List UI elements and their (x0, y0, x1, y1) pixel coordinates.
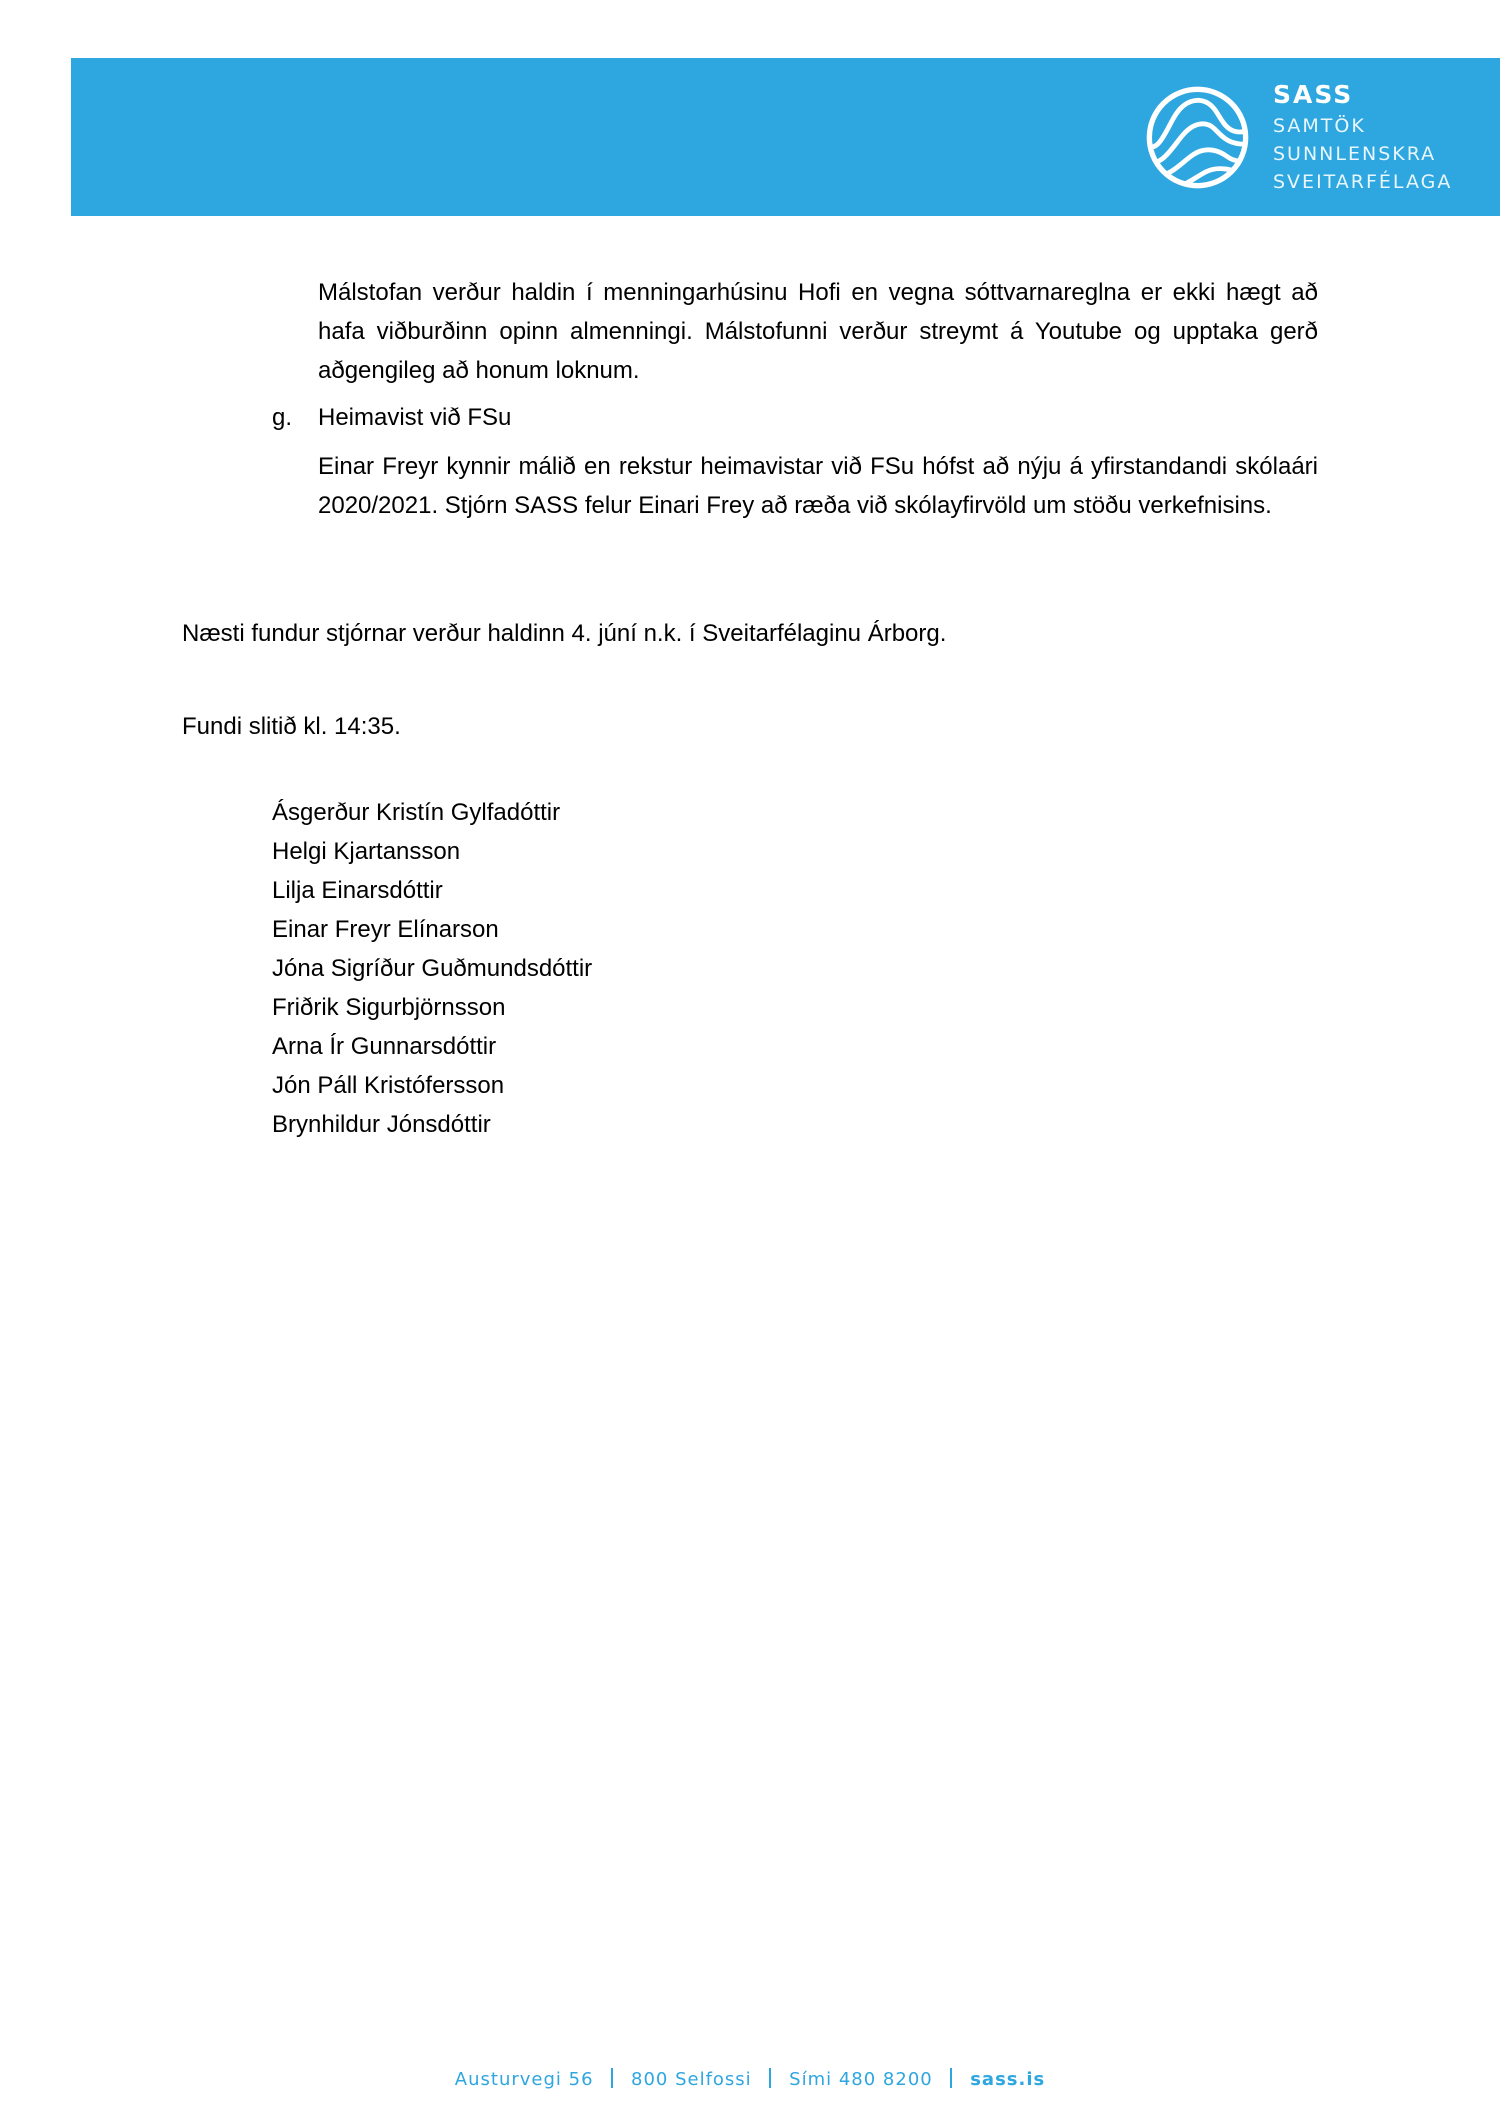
footer-separator (950, 2068, 952, 2088)
signatory-name: Friðrik Sigurbjörnsson (272, 994, 506, 1021)
footer-address: Austurvegi 56 (454, 2069, 594, 2090)
org-name-line-2: SUNNLENSKRA (1273, 143, 1437, 165)
footer-postal: 800 Selfossi (631, 2069, 752, 2090)
signatory-name: Ásgerður Kristín Gylfadóttir (272, 799, 561, 826)
signatory-list (272, 793, 592, 1144)
footer-separator (769, 2068, 771, 2088)
footer-separator (611, 2068, 613, 2088)
org-wordmark (1273, 80, 1452, 196)
paragraph-heimavist: Einar Freyr kynnir málið en rekstur heimavistar við FSu hófst að nýju á yfirstandandi skólaári 2020/2021. Stjórn SASS felur Einari Frey að ræða við skólayfirvöld um stöðu verkefnisins. (318, 453, 1318, 519)
org-name-line-1: SAMTÖK (1273, 115, 1366, 137)
org-name-line-3: SVEITARFÉLAGA (1273, 171, 1453, 193)
page-footer (0, 2068, 1500, 2090)
list-marker-g: g. (272, 404, 293, 431)
paragraph-malstofa: Málstofan verður haldin í menningarhúsinu Hofi en vegna sóttvarnareglna er ekki hægt að hafa viðburðinn opinn almenningi. Málstofunni verður streymt á Youtube og upptaka gerð aðgengileg að honum loknum. (318, 279, 1318, 384)
signatory-name: Helgi Kjartansson (272, 838, 461, 865)
meeting-adjourned: Fundi slitið kl. 14:35. (182, 713, 401, 740)
wave-circle-icon (1144, 84, 1251, 191)
next-meeting-notice: Næsti fundur stjórnar verður haldinn 4. júní n.k. í Sveitarfélaginu Árborg. (182, 620, 947, 647)
signatory-name: Brynhildur Jónsdóttir (272, 1111, 491, 1138)
signatory-name: Einar Freyr Elínarson (272, 916, 499, 943)
list-item-title: Heimavist við FSu (318, 404, 512, 431)
brand-name: SASS (1273, 80, 1354, 109)
signatory-name: Lilja Einarsdóttir (272, 877, 443, 904)
footer-phone: Sími 480 8200 (789, 2069, 933, 2090)
signatory-name: Jón Páll Kristófersson (272, 1072, 505, 1099)
footer-website-link[interactable]: sass.is (970, 2069, 1046, 2090)
signatory-name: Jóna Sigríður Guðmundsdóttir (272, 955, 593, 982)
signatory-name: Arna Ír Gunnarsdóttir (272, 1033, 497, 1060)
